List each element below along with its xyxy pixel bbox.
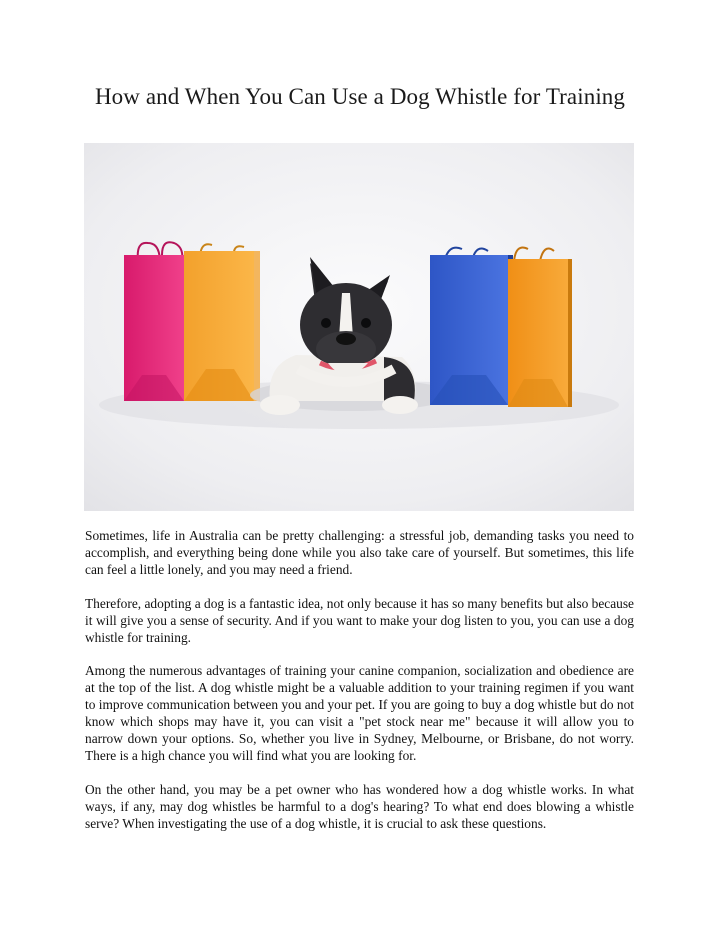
blue-bag-icon bbox=[430, 248, 513, 405]
paragraph: Therefore, adopting a dog is a fantastic idea, not only because it has so many benefits but also because it will give you a sense of security. And if you want to make your dog listen to you, you can use a dog whistle for training. bbox=[85, 595, 634, 645]
paragraph: On the other hand, you may be a pet owner who has wondered how a dog whistle works. In what ways, if any, may dog whistles be harmful to a dog's hearing? To what end does blowing a whistle serve? When investigating the use of a dog whistle, it is crucial to ask these questions. bbox=[85, 781, 634, 831]
dog-with-shopping-bags-photo bbox=[84, 143, 634, 511]
paragraph: Sometimes, life in Australia can be pretty challenging: a stressful job, demanding tasks you need to accomplish, and everything being done while you also take care of yourself. But sometimes, this life can feel a little lonely, and you may need a friend. bbox=[85, 528, 634, 577]
paragraph: Among the numerous advantages of training your canine companion, socialization and obedience are at the top of the list. A dog whistle might be a valuable addition to your training regimen if you want to improve communication between you and your pet. If you are going to buy a dog whistle but do not know which shops may have it, you can visit a "pet stock near me" because it will allow you to narrow down your options. So, whether you live in Sydney, Melbourne, or Brisbane, do not worry. There is a high chance you will find what you are looking for. bbox=[85, 663, 634, 763]
document-title: How and When You Can Use a Dog Whistle for Training bbox=[94, 84, 626, 109]
orange-bag-icon bbox=[184, 244, 260, 401]
article-body bbox=[85, 528, 634, 850]
pink-bag-icon bbox=[124, 242, 188, 401]
orange-bag-right-icon bbox=[508, 248, 572, 408]
